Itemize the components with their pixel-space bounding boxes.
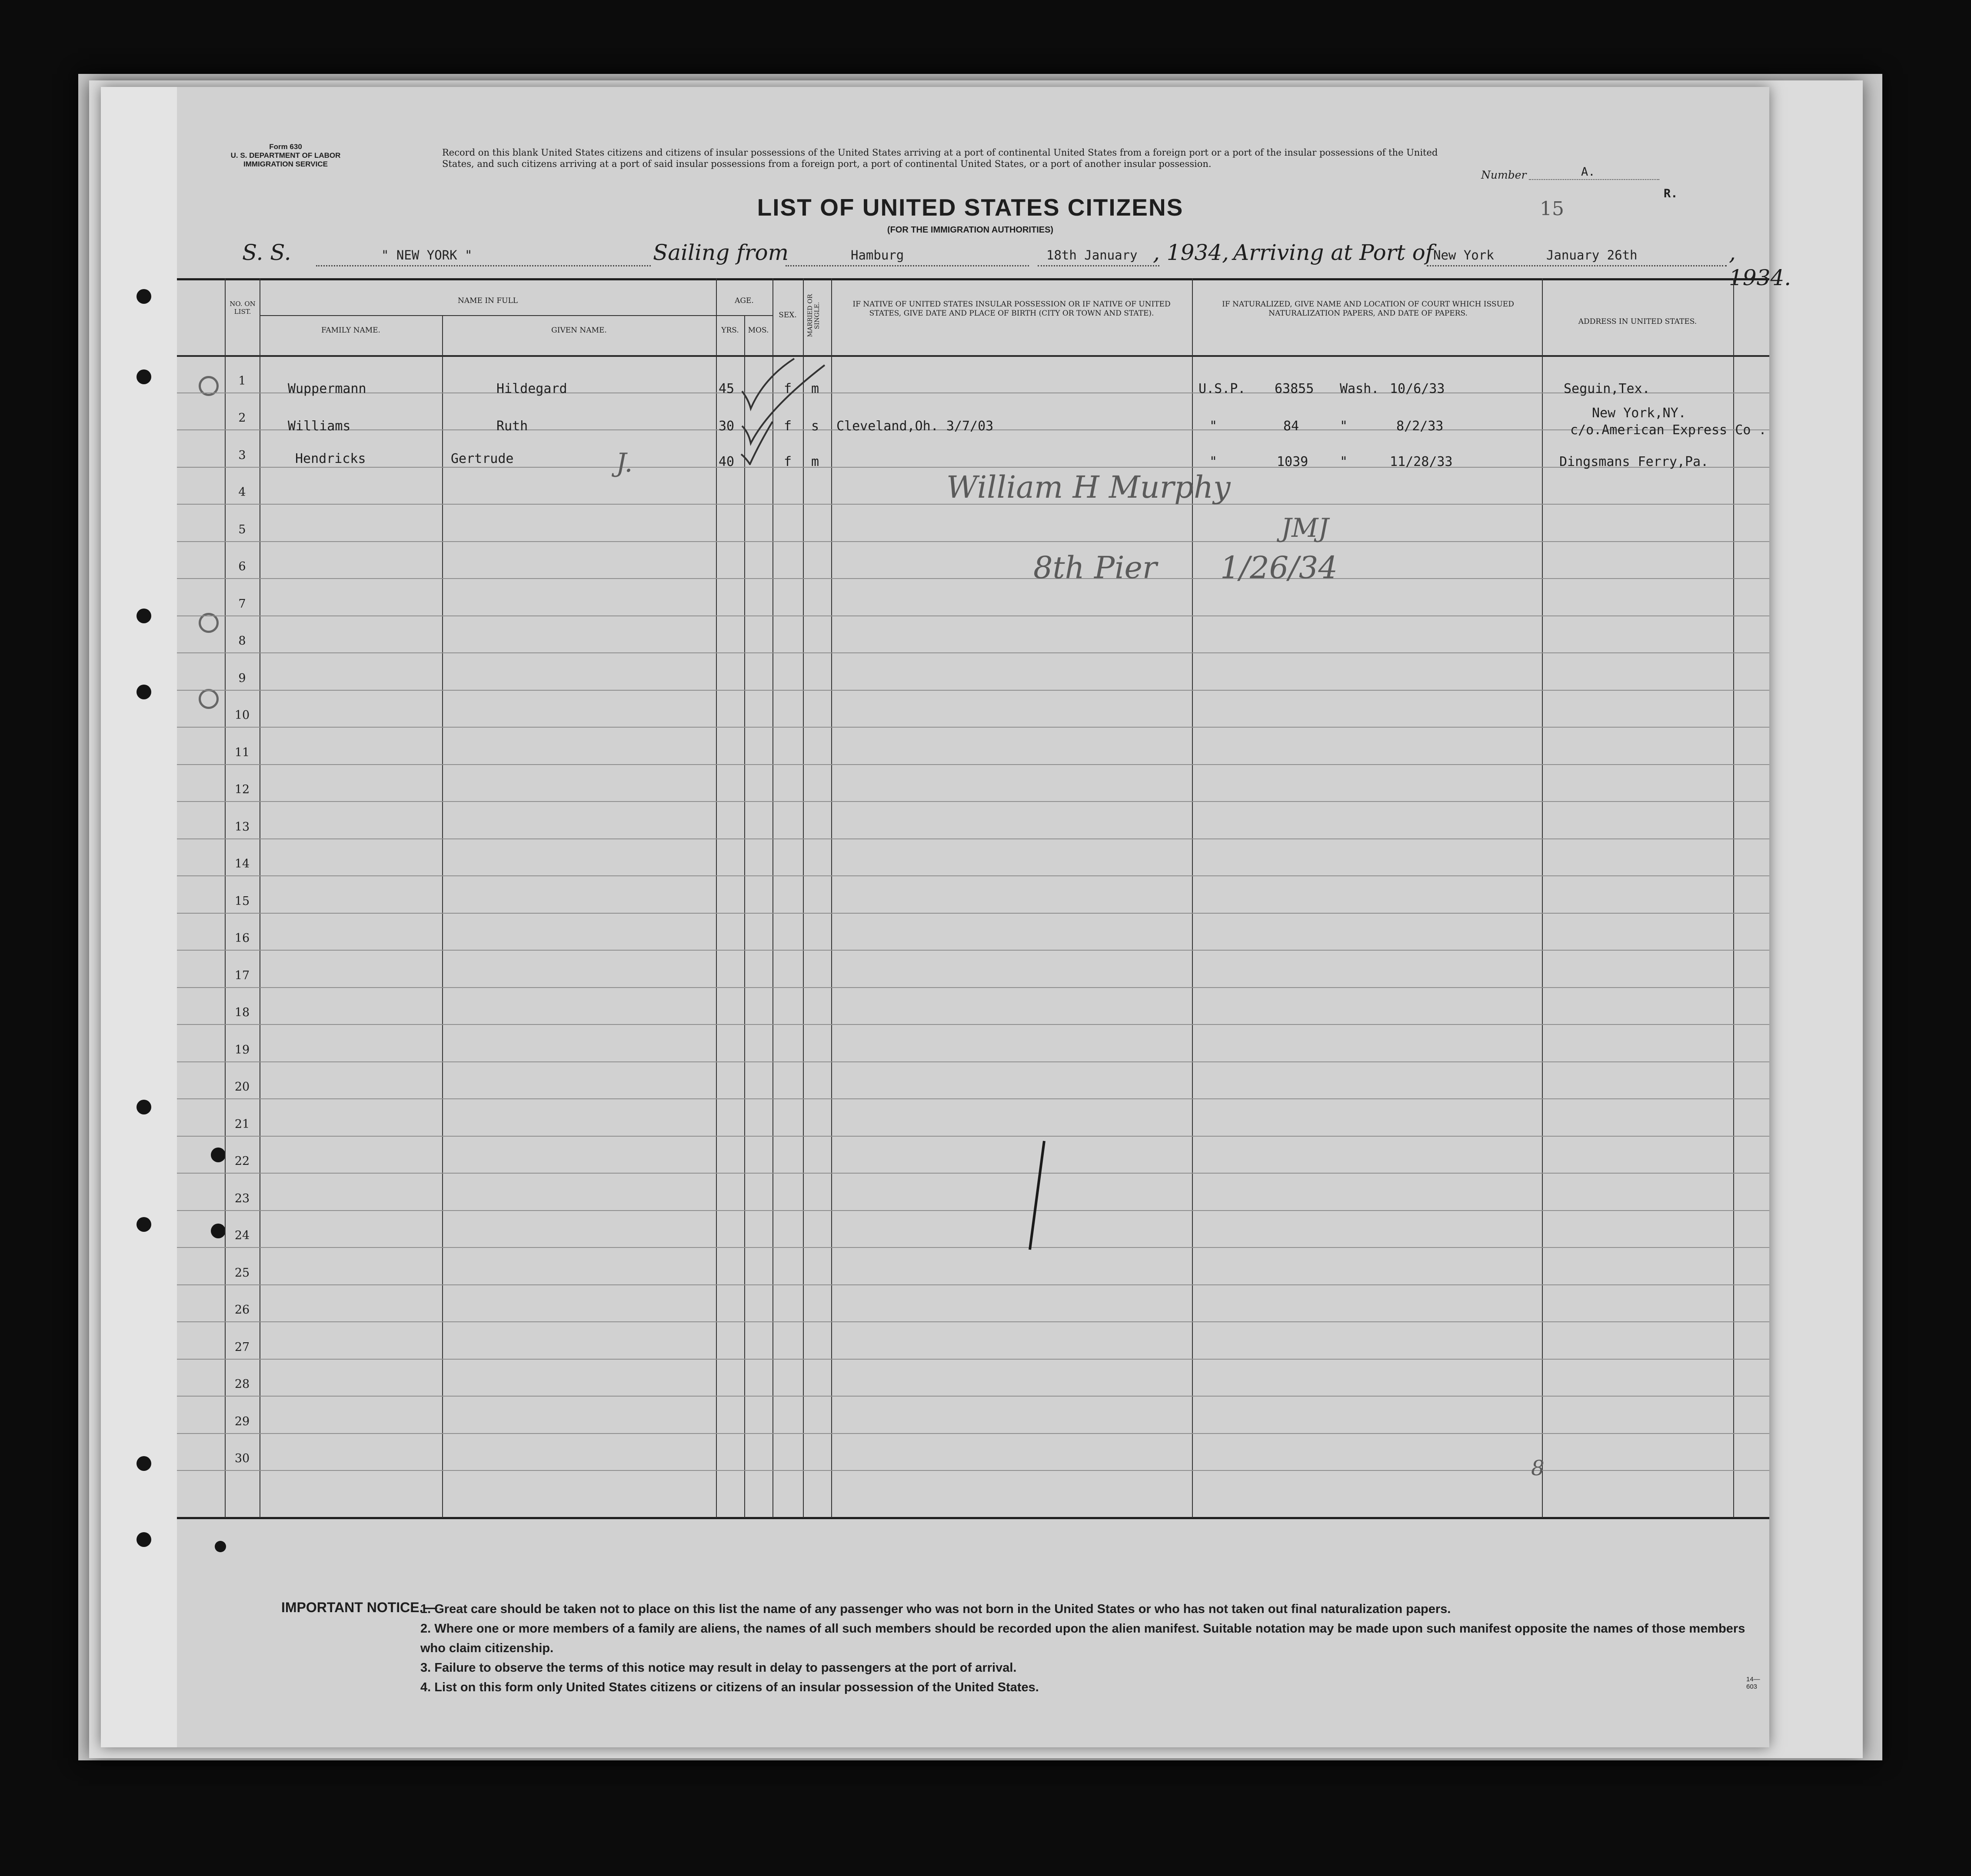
- row-rule: [177, 1284, 1769, 1285]
- col-rule: [1542, 278, 1543, 1518]
- header-no-on-list: NO. ON LIST.: [230, 300, 256, 316]
- naturalization-number: 1039: [1277, 454, 1308, 469]
- ship-name: " NEW YORK ": [381, 248, 473, 263]
- ss-label: S. S.: [242, 240, 291, 265]
- given-name: Gertrude: [451, 451, 514, 466]
- arriving-label: Arriving at Port of: [1233, 240, 1434, 265]
- row-rule: [177, 913, 1769, 914]
- given-name: Hildegard: [496, 381, 567, 396]
- naturalization-date: 11/28/33: [1390, 454, 1453, 469]
- col-rule: [1733, 278, 1734, 1518]
- row-rule: [177, 987, 1769, 988]
- department-line: U. S. DEPARTMENT OF LABOR: [230, 151, 341, 160]
- handwritten-number: 15: [1540, 198, 1564, 220]
- row-number: 4: [238, 486, 246, 499]
- address: Dingsmans Ferry,Pa.: [1559, 454, 1709, 469]
- header-family-name: FAMILY NAME.: [321, 326, 380, 335]
- header-sex: SEX.: [779, 311, 797, 319]
- naturalization-date: 10/6/33: [1390, 381, 1445, 396]
- row-rule: [177, 1173, 1769, 1174]
- naturalization-prefix: ": [1209, 419, 1218, 434]
- col-rule: [716, 278, 717, 1518]
- row-number: 14: [234, 857, 250, 871]
- naturalization-prefix: ": [1209, 454, 1218, 469]
- row-rule: [177, 1024, 1769, 1025]
- header-yrs: YRS.: [721, 326, 739, 335]
- row-number: 25: [234, 1266, 250, 1280]
- form-number: [212, 143, 360, 169]
- form-area: [177, 87, 1791, 1747]
- col-rule: [1192, 278, 1193, 1518]
- row-number: 21: [234, 1117, 250, 1131]
- row-number: 13: [234, 820, 250, 834]
- arriving-year: , 1934.: [1729, 240, 1791, 290]
- family-name: Hendricks: [295, 451, 366, 466]
- naturalization-date: 8/2/33: [1396, 419, 1444, 434]
- punch-hole: [137, 369, 151, 384]
- notice-item: 4. List on this form only United States citizens or citizens of an insular possession of the United States.: [420, 1680, 1039, 1694]
- row-rule: [177, 690, 1769, 691]
- marital-status: m: [811, 454, 819, 469]
- row-rule: [177, 764, 1769, 765]
- row-number: 27: [234, 1340, 250, 1354]
- punch-hole: [137, 1217, 151, 1232]
- row-rule: [177, 652, 1769, 653]
- form-number-line: Form 630: [269, 143, 302, 151]
- age-years: 30: [719, 419, 735, 434]
- handwritten-stroke: [1025, 1139, 1051, 1252]
- row-rule: [177, 1396, 1769, 1397]
- row-rule: [177, 615, 1769, 616]
- instruction-text: Record on this blank United States citizens and citizens of insular possessions of the United States arriving at a port of continental United States from a foreign port or a port of the insular possessions of the United States, and such citizens arriving at a port of said insular possessions from a foreign port, a port of continental United States, or a port of another insular possession.: [442, 147, 1438, 169]
- address: Seguin,Tex.: [1564, 381, 1650, 396]
- row-number: 19: [234, 1043, 250, 1057]
- sailing-port-line: [786, 265, 1029, 266]
- naturalization-number: 84: [1283, 419, 1299, 434]
- row-number: 22: [234, 1154, 250, 1168]
- handwritten-initials: JMJ: [1281, 513, 1329, 543]
- handwritten-pier: 8th Pier: [1033, 550, 1157, 585]
- sailing-date: 18th January: [1046, 248, 1138, 263]
- row-rule: [177, 1470, 1769, 1471]
- address-line-2: c/o.American Express Co .: [1570, 422, 1767, 438]
- row-rule: [177, 1359, 1769, 1360]
- row-number: 20: [234, 1080, 250, 1094]
- row-number: 8: [238, 634, 246, 648]
- header-native: IF NATIVE OF UNITED STATES INSULAR POSSESSION OR IF NATIVE OF UNITED STATES, GIVE DATE AND PLACE OF BIRTH (CITY OR TOWN AND STATE).: [852, 300, 1171, 318]
- row-number: 10: [234, 708, 250, 722]
- col-rule: [442, 315, 443, 1518]
- row-number: 5: [238, 522, 246, 536]
- row-rule: [177, 801, 1769, 802]
- row-rule: [177, 392, 1769, 393]
- punch-hole: [137, 1100, 151, 1114]
- binding-strip: [101, 87, 177, 1747]
- punch-hole: [137, 289, 151, 304]
- row-rule: [177, 1210, 1769, 1211]
- table-bottom-rule: [177, 1517, 1769, 1519]
- row-number: 11: [234, 745, 250, 759]
- header-given-name: GIVEN NAME.: [551, 326, 607, 335]
- family-name: Wuppermann: [288, 381, 366, 396]
- arriving-date: January 26th: [1546, 248, 1638, 263]
- birth-place-date: Cleveland,Oh. 3/7/03: [836, 419, 994, 434]
- row-rule: [177, 1061, 1769, 1062]
- arriving-port: New York: [1433, 248, 1494, 263]
- naturalization-number: 63855: [1275, 381, 1314, 396]
- manifest-page: [101, 87, 1791, 1747]
- ship-name-line: [316, 265, 651, 266]
- col-rule: [744, 315, 745, 1518]
- row-number: 15: [234, 894, 250, 908]
- marital-status: m: [811, 381, 819, 396]
- notice-title: IMPORTANT NOTICE.—: [281, 1600, 437, 1615]
- sailing-year: , 1934,: [1153, 240, 1229, 265]
- notice-item: 2. Where one or more members of a family are aliens, the names of all such members should be recorded upon the alien manifest. Suitable notation may be made upon such manifest opposite the names of those members who claim citizenship.: [420, 1622, 1745, 1655]
- punch-hole: [137, 685, 151, 699]
- handwritten-checkmarks: [733, 356, 838, 465]
- notice-item: 1. Great care should be taken not to place on this list the name of any passenger who was not born in the United States or who has not taken out final naturalization papers.: [420, 1602, 1451, 1616]
- name-header-rule: [260, 315, 716, 316]
- age-years: 40: [719, 454, 735, 469]
- row-number: 16: [234, 931, 250, 945]
- sailing-label: Sailing from: [653, 240, 789, 265]
- row-number: 12: [234, 783, 250, 796]
- given-name: Ruth: [496, 419, 528, 434]
- sailing-port: Hamburg: [851, 248, 904, 263]
- row-rule: [177, 875, 1769, 876]
- punch-hole: [137, 1456, 151, 1471]
- row-rule: [177, 950, 1769, 951]
- row-number: 3: [238, 448, 246, 462]
- row-rule: [177, 838, 1769, 839]
- header-rule: [177, 355, 1769, 357]
- sex: f: [784, 419, 792, 434]
- table-top-rule: [177, 278, 1769, 280]
- header-age: AGE.: [735, 296, 754, 305]
- sex: f: [784, 381, 792, 396]
- arriving-line: [1427, 265, 1727, 266]
- number-label: Number: [1481, 169, 1527, 181]
- row-number: 23: [234, 1191, 250, 1205]
- row-rule: [177, 727, 1769, 728]
- row-number: 17: [234, 968, 250, 982]
- naturalization-place: ": [1340, 454, 1348, 469]
- handwritten-mark: 8: [1531, 1456, 1545, 1480]
- address: New York,NY.: [1592, 406, 1686, 421]
- r-label: R.: [1664, 187, 1678, 200]
- row-number: 28: [234, 1377, 250, 1391]
- row-number: 30: [234, 1452, 250, 1465]
- row-rule: [177, 1433, 1769, 1434]
- footer-code: 14—603: [1746, 1676, 1760, 1690]
- header-mos: MOS.: [748, 326, 769, 335]
- row-rule: [177, 1321, 1769, 1322]
- row-number: 2: [238, 411, 246, 425]
- row-number: 9: [238, 671, 246, 685]
- handwritten-date: 1/26/34: [1220, 550, 1338, 585]
- row-rule: [177, 1136, 1769, 1137]
- row-rule: [177, 541, 1769, 542]
- row-rule: [177, 578, 1769, 579]
- handwritten-signature: William H Murphy: [946, 469, 1231, 505]
- row-rule: [177, 1247, 1769, 1248]
- age-years: 45: [719, 381, 735, 396]
- row-number: 29: [234, 1414, 250, 1428]
- naturalization-prefix: U.S.P.: [1199, 381, 1246, 396]
- number-blank: [1529, 179, 1659, 180]
- punch-hole: [137, 1532, 151, 1547]
- handwritten-initial: J.: [616, 448, 633, 478]
- header-naturalized: IF NATURALIZED, GIVE NAME AND LOCATION OF COURT WHICH ISSUED NATURALIZATION PAPERS, AND DATE OF PAPERS.: [1222, 300, 1514, 318]
- row-number: 18: [234, 1006, 250, 1019]
- page-subtitle: (FOR THE IMMIGRATION AUTHORITIES): [887, 225, 1054, 235]
- col-rule: [225, 278, 226, 1518]
- row-rule: [177, 1098, 1769, 1099]
- number-value: A.: [1581, 165, 1595, 179]
- service-line: IMMIGRATION SERVICE: [243, 160, 328, 168]
- punch-hole: [137, 609, 151, 623]
- naturalization-place: ": [1340, 419, 1348, 434]
- row-number: 6: [238, 560, 246, 573]
- row-number: 24: [234, 1229, 250, 1242]
- notice-item: 3. Failure to observe the terms of this notice may result in delay to passengers at the port of arrival.: [420, 1661, 1017, 1675]
- sex: f: [784, 454, 792, 469]
- naturalization-place: Wash.: [1340, 381, 1379, 396]
- row-rule: [177, 467, 1769, 468]
- page-title: LIST OF UNITED STATES CITIZENS: [757, 194, 1184, 221]
- row-number: 7: [238, 597, 246, 611]
- marital-status: s: [811, 419, 819, 434]
- header-married-or-single: MARRIED OR SINGLE.: [807, 294, 821, 337]
- row-number: 1: [238, 374, 246, 388]
- important-notice: [420, 1600, 1772, 1697]
- row-number: 26: [234, 1303, 250, 1317]
- family-name: Williams: [288, 419, 351, 434]
- header-name-in-full: NAME IN FULL: [457, 296, 518, 305]
- header-address: ADDRESS IN UNITED STATES.: [1578, 317, 1697, 326]
- sailing-date-line: [1038, 265, 1159, 266]
